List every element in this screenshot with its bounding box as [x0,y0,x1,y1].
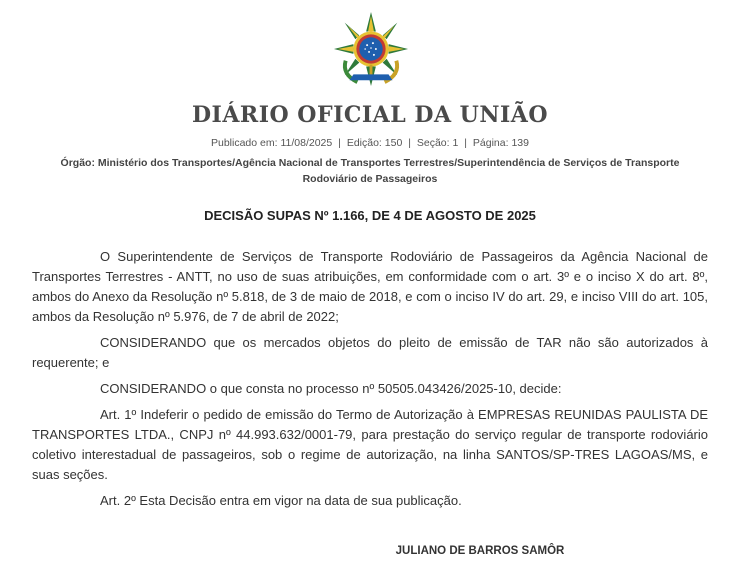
publication-info [0,136,740,150]
separator: | [408,137,411,149]
act-title: DECISÃO SUPAS Nº 1.166, DE 4 DE AGOSTO DE 2025 [204,208,536,223]
brazil-coat-of-arms-icon [332,10,410,88]
section-number: 1 [452,137,459,149]
article-paragraph: Art. 1º Indeferir o pedido de emissão do Termo de Autorização à EMPRESAS REUNIDAS PAULISTA DE TRANSPORTES LTDA., CNPJ nº 44.993.632/0001-79, para prestação do serviço regular de transporte rodoviário coletivo interestadual de passageiros, sob o regime de autorização, na linha SANTOS/SP-TRES LAGOAS/MS, e suas seções. [32,407,708,482]
signatory-name: JULIANO DE BARROS SAMÔR [395,545,565,557]
separator: | [338,137,341,149]
published-label: Publicado em: [210,137,278,149]
issuing-body [40,155,700,187]
journal-title: DIÁRIO OFICIAL DA UNIÃO [191,102,549,128]
page-number: 139 [511,137,529,149]
considering-paragraph: CONSIDERANDO o que consta no processo nº 50505.043426/2025-10, decide: [100,381,562,396]
edition-number: 150 [384,137,403,149]
article-paragraph: Art. 2º Esta Decisão entra em vigor na data de sua publicação. [100,493,462,508]
orgao-name: Ministério dos Transportes/Agência Nacional de Transportes Terrestres/Superintendência de Serviços de Transporte Rodoviário de Passageiros [97,157,680,185]
preamble-paragraph: O Superintendente de Serviços de Transporte Rodoviário de Passageiros da Agência Nacional de Transportes Terrestres - ANTT, no uso de suas atribuições, em conformidade com o art. 3º e o inciso X do art. 8º, ambos do Anexo da Resolução nº 5.818, de 3 de maio de 2018, e com o inciso IV do art. 29, e inciso VIII do art. 105, ambos da Resolução nº 5.976, de 7 de abril de 2022; [32,249,708,324]
edition-label: Edição: [346,137,382,149]
section-label: Seção: [416,137,450,149]
page-label: Página: [472,137,509,149]
considering-paragraph: CONSIDERANDO que os mercados objetos do pleito de emissão de TAR não são autorizados à requerente; e [32,335,708,370]
act-body [32,247,708,517]
separator: | [464,137,467,149]
orgao-label: Órgão: [60,157,95,169]
published-date: 11/08/2025 [280,137,333,149]
